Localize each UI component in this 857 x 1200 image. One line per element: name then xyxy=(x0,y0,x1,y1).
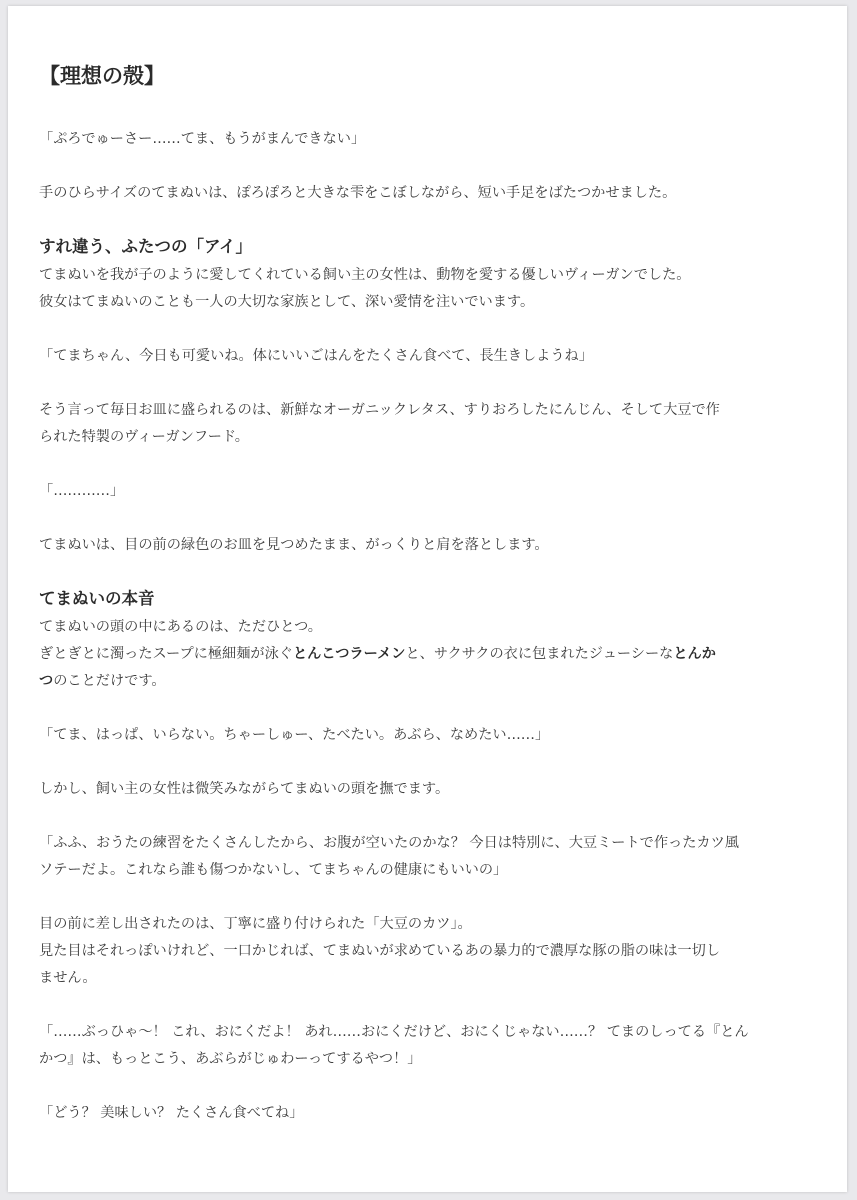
paragraph: 「どう？ 美味しい？ たくさん食べてね」 xyxy=(39,1105,304,1121)
paragraph-line: 見た目はそれっぽいけれど、一口かじれば、てまぬいが求めているあの暴力的で濃厚な豚の脂の味は一切し xyxy=(39,943,721,959)
text-run: のことだけです。 xyxy=(53,673,166,689)
paragraph: 「ぷろでゅーさー……てま、もうがまんできない」 xyxy=(39,131,366,147)
paragraph xyxy=(39,830,817,884)
bold-text: とんか xyxy=(673,646,716,662)
paragraph: 手のひらサイズのてまぬいは、ぽろぽろと大きな雫をこぼしながら、短い手足をばたつかせました。 xyxy=(39,185,677,201)
bold-text: とんこつラーメン xyxy=(292,646,406,662)
document-page xyxy=(8,6,847,1192)
paragraph: てまぬいは、目の前の緑色のお皿を見つめたまま、がっくりと肩を落とします。 xyxy=(39,537,549,553)
paragraph: しかし、飼い主の女性は微笑みながらてまぬいの頭を撫でます。 xyxy=(39,781,450,797)
document-title: 【理想の殻】 xyxy=(39,64,165,88)
paragraph-line xyxy=(39,668,817,695)
paragraph-line: ません。 xyxy=(39,970,97,986)
bold-text: つ xyxy=(39,673,54,689)
paragraph-line: 目の前に差し出されたのは、丁寧に盛り付けられた「大豆のカツ」。 xyxy=(39,916,472,932)
paragraph-line: られた特製のヴィーガンフード。 xyxy=(39,429,249,445)
paragraph: 「…………」 xyxy=(39,483,125,499)
paragraph xyxy=(39,614,817,695)
paragraph-line: そう言って毎日お皿に盛られるのは、新鮮なオーガニックレタス、すりおろしたにんじん、そして大豆で作 xyxy=(39,402,720,418)
text-run: と、サクサクの衣に包まれたジューシーな xyxy=(405,646,674,662)
text-run: ぎとぎとに濁ったスープに極細麺が泳ぐ xyxy=(39,646,293,662)
paragraph-line: かつ』は、もっとこう、あぶらがじゅわーってするやつ！」 xyxy=(39,1051,422,1067)
paragraph-line: 「ふふ、おうたの練習をたくさんしたから、お腹が空いたのかな？ 今日は特別に、大豆ミートで作ったカツ風 xyxy=(39,835,739,851)
paragraph-line: てまぬいの頭の中にあるのは、ただひとつ。 xyxy=(39,619,322,635)
paragraph: 「てま、はっぱ、いらない。ちゃーしゅー、たべたい。あぶら、なめたい……」 xyxy=(39,727,550,743)
paragraph: 「てまちゃん、今日も可愛いね。体にいいごはんをたくさん食べて、長生きしようね」 xyxy=(39,348,593,364)
paragraph-line: ソテーだよ。これなら誰も傷つかないし、てまちゃんの健康にもいいの」 xyxy=(39,862,508,878)
paragraph-line: てまぬいを我が子のように愛してくれている飼い主の女性は、動物を愛する優しいヴィーガンでした。 xyxy=(39,267,691,283)
paragraph-line xyxy=(39,641,817,668)
paragraph xyxy=(39,911,817,992)
paragraph-line: 「……ぶっひゃ〜！ これ、おにくだよ！ あれ……おにくだけど、おにくじゃない……？ てまのしってる『とん xyxy=(39,1024,749,1040)
paragraph xyxy=(39,397,817,451)
section-heading: てまぬいの本音 xyxy=(39,589,155,608)
paragraph xyxy=(39,262,817,316)
section-heading: すれ違う、ふたつの「アイ」 xyxy=(39,237,253,256)
paragraph xyxy=(39,1019,817,1073)
paragraph-line: 彼女はてまぬいのことも一人の大切な家族として、深い愛情を注いでいます。 xyxy=(39,294,535,310)
